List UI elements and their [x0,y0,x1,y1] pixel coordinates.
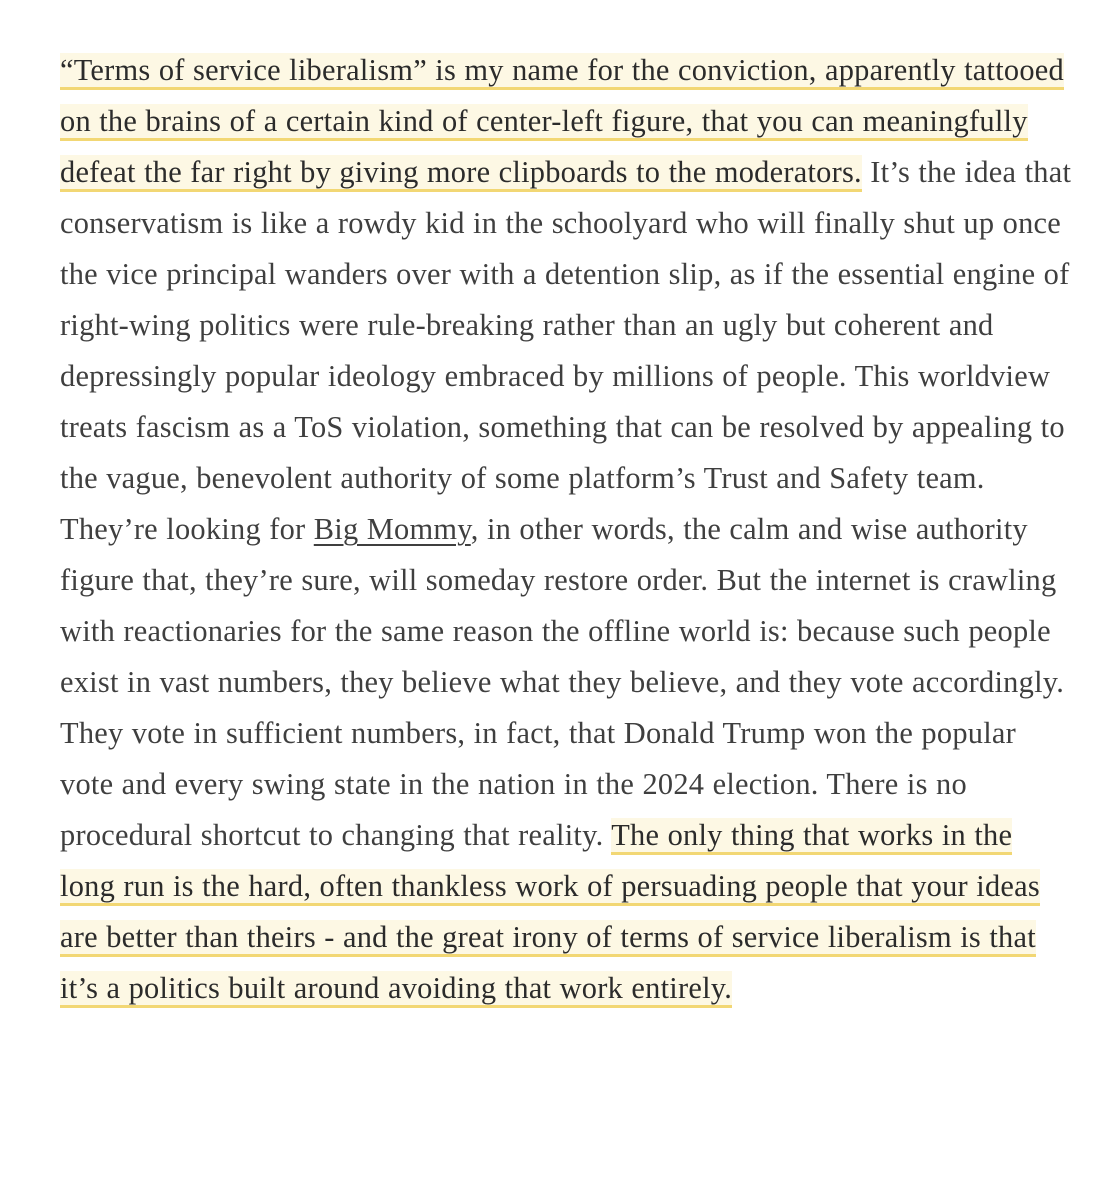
body-text-2: , in other words, the calm and wise authority figure that, they’re sure, will someday restore order. But the internet is crawling with reactionaries for the same reason the offline world is: because such people exist in vast numbers, they believe what they believe, and they vote accordingly. They vote in sufficient numbers, in fact, that Donald Trump won the popular vote and every swing state in the nation in the 2024 election. There is no procedural shortcut to changing that reality. [60,512,1065,852]
big-mommy-link[interactable]: Big Mommy [313,512,471,546]
article-body [60,45,1072,1014]
body-text-1: It’s the idea that conservatism is like a rowdy kid in the schoolyard who will finally shut up once the vice principal wanders over with a detention slip, as if the essential engine of right-wing politics were rule-breaking rather than an ugly but coherent and depressingly popular ideology embraced by millions of people. This worldview treats fascism as a ToS violation, something that can be resolved by appealing to the vague, benevolent authority of some platform’s Trust and Safety team. They’re looking for [60,155,1072,546]
highlighted-passage-2[interactable]: The only thing that works in the long run is the hard, often thankless work of persuading people that your ideas are better than theirs - and the great irony of terms of service liberalism is that it’s a politics built around avoiding that work entirely. [60,818,1040,1008]
article-paragraph [60,45,1072,1014]
highlighted-passage-1[interactable]: “Terms of service liberalism” is my name for the conviction, apparently tattooed on the brains of a certain kind of center-left figure, that you can meaningfully defeat the far right by giving more clipboards to the moderators. [60,53,1064,192]
